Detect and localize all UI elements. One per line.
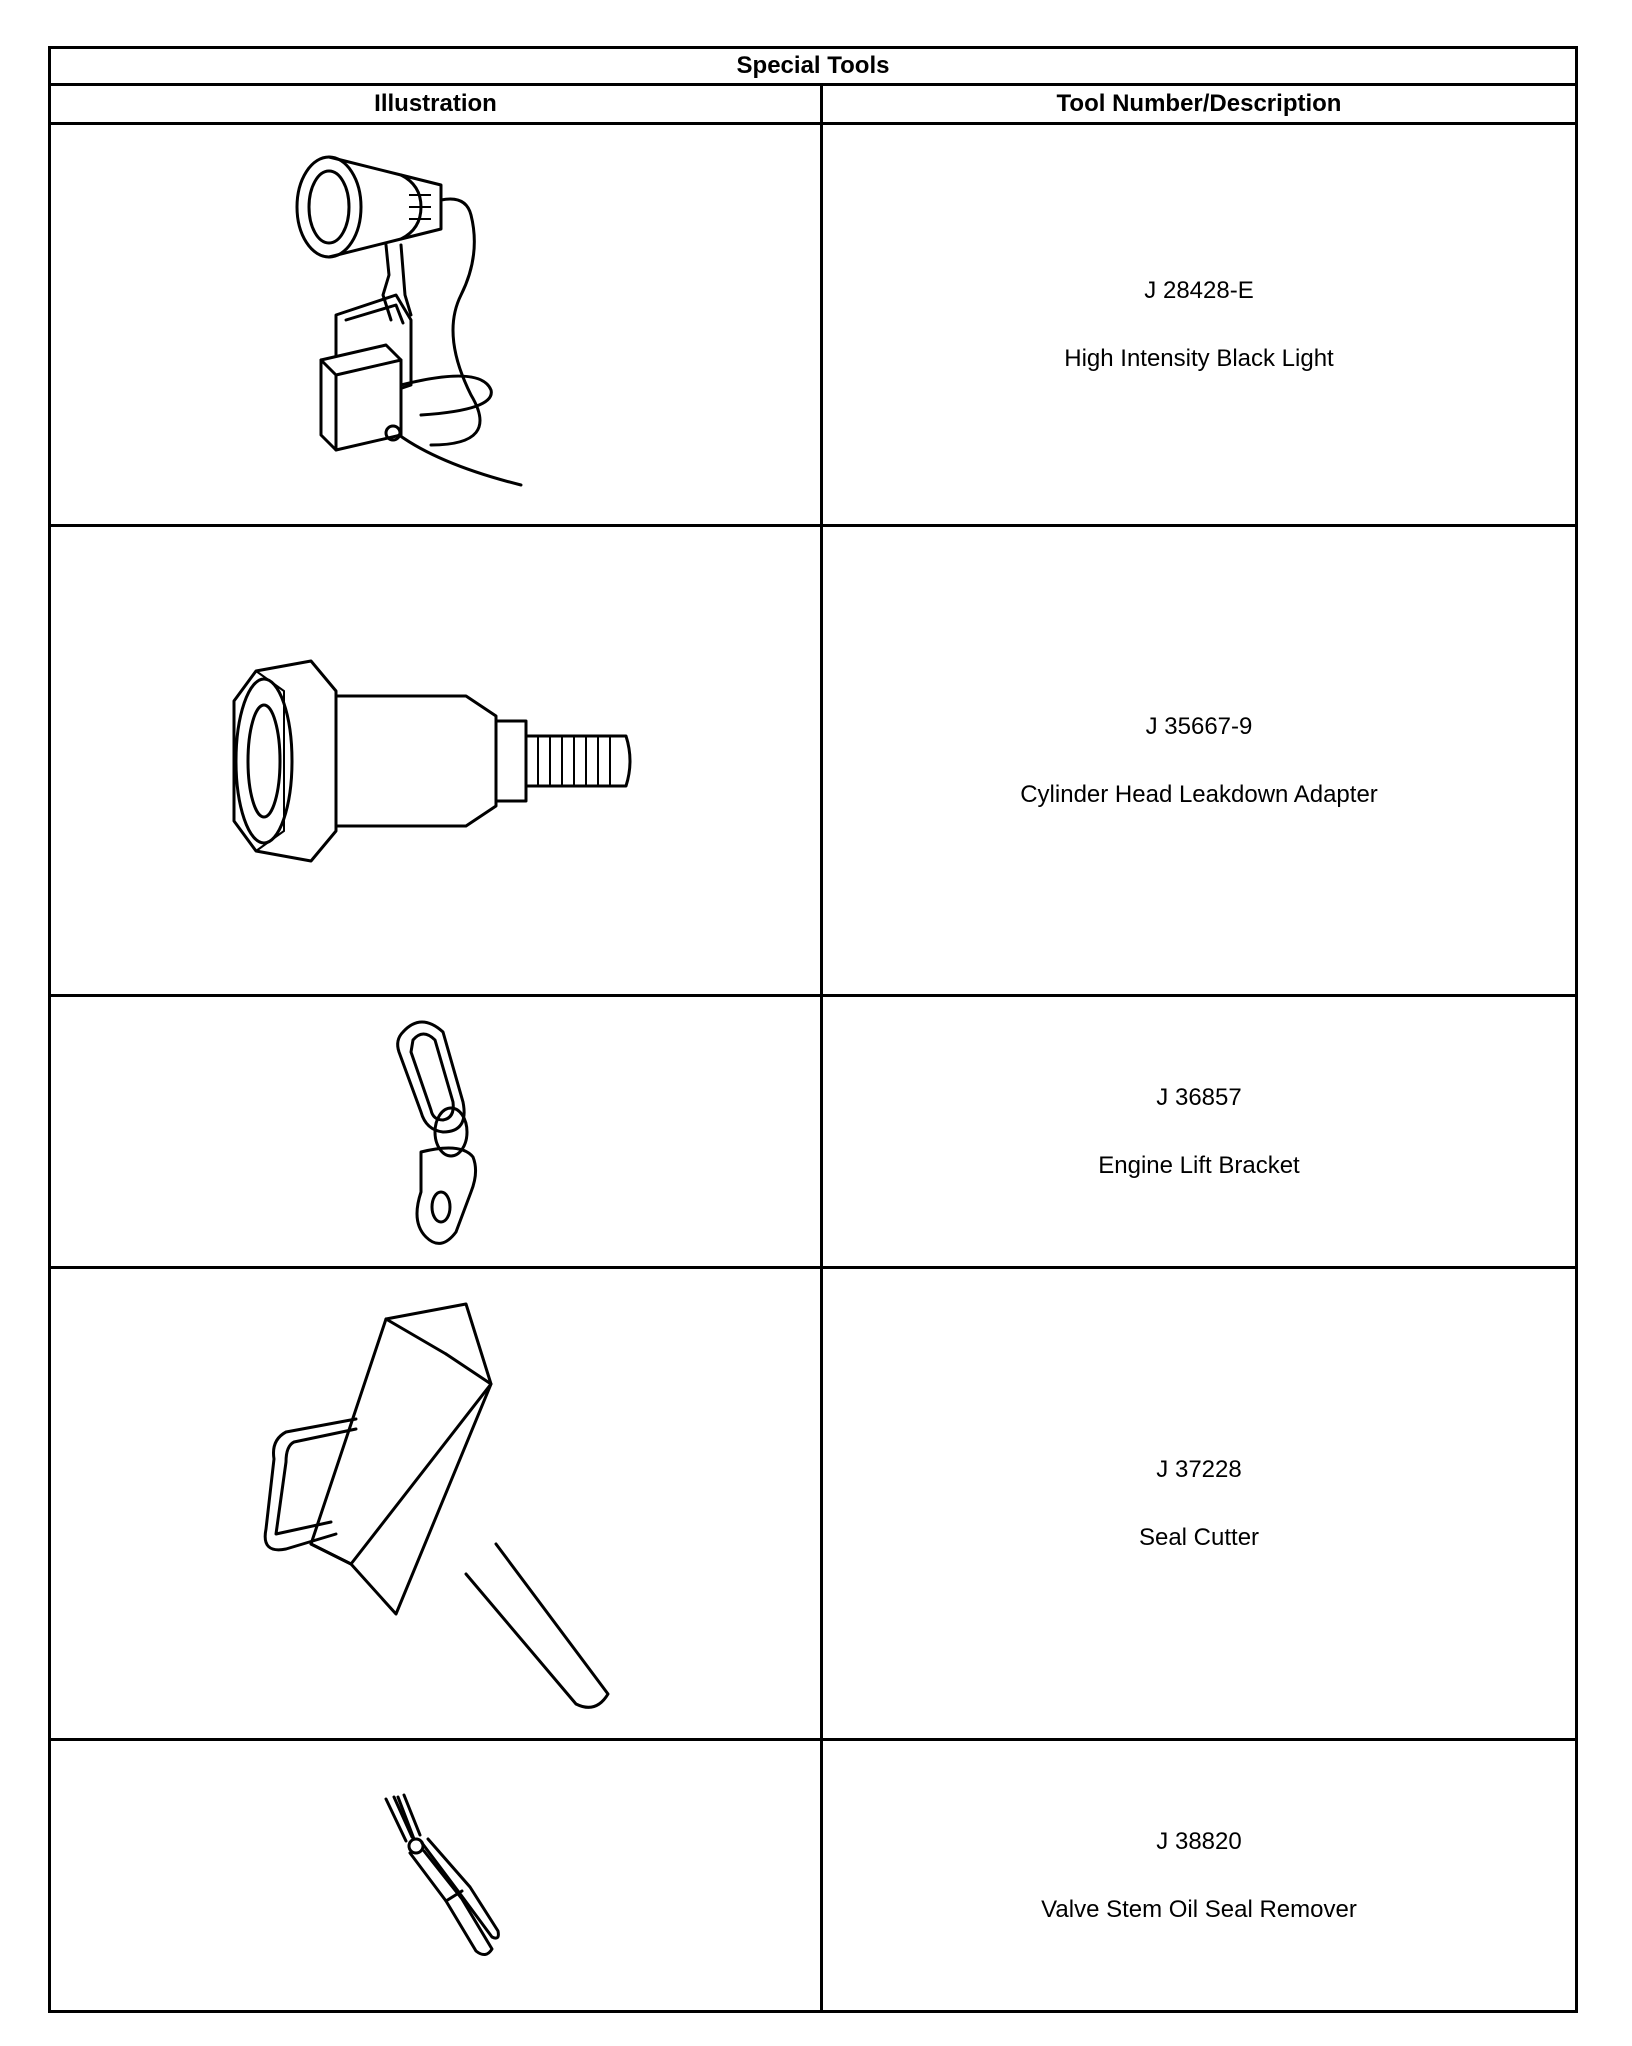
table-row [50, 996, 1577, 1268]
tool-number: J 37228 [1156, 1455, 1242, 1483]
column-header-illustration: Illustration [50, 85, 822, 124]
seal-remover-pliers-icon [366, 1791, 506, 1961]
tool-description: High Intensity Black Light [1064, 344, 1334, 372]
leakdown-adapter-icon [226, 651, 646, 871]
tool-description-cell [822, 526, 1577, 996]
tool-description-cell [822, 996, 1577, 1268]
table-row [50, 526, 1577, 996]
illustration-cell [50, 526, 822, 996]
table-title: Special Tools [50, 48, 1577, 85]
tool-number: J 36857 [1156, 1083, 1242, 1111]
tool-description: Engine Lift Bracket [1098, 1151, 1300, 1179]
tool-description-cell [822, 124, 1577, 526]
special-tools-table [48, 46, 1578, 2013]
illustration-cell [50, 996, 822, 1268]
table-row [50, 1740, 1577, 2012]
table-row [50, 1268, 1577, 1740]
table-row [50, 124, 1577, 526]
illustration-cell [50, 1740, 822, 2012]
tool-description: Cylinder Head Leakdown Adapter [1020, 780, 1378, 808]
tool-number: J 38820 [1156, 1827, 1242, 1855]
tool-number: J 35667-9 [1145, 712, 1253, 740]
tool-number: J 28428-E [1144, 276, 1254, 304]
tool-description: Seal Cutter [1138, 1523, 1260, 1551]
column-header-tool: Tool Number/Description [822, 85, 1577, 124]
illustration-cell [50, 124, 822, 526]
table-title-row [50, 48, 1577, 85]
tool-description-cell [822, 1740, 1577, 2012]
seal-cutter-icon [236, 1294, 636, 1714]
black-light-icon [291, 145, 581, 505]
illustration-cell [50, 1268, 822, 1740]
table-header-row [50, 85, 1577, 124]
tool-description: Valve Stem Oil Seal Remover [1041, 1895, 1357, 1923]
tool-description-cell [822, 1268, 1577, 1740]
lift-bracket-icon [381, 1012, 491, 1252]
